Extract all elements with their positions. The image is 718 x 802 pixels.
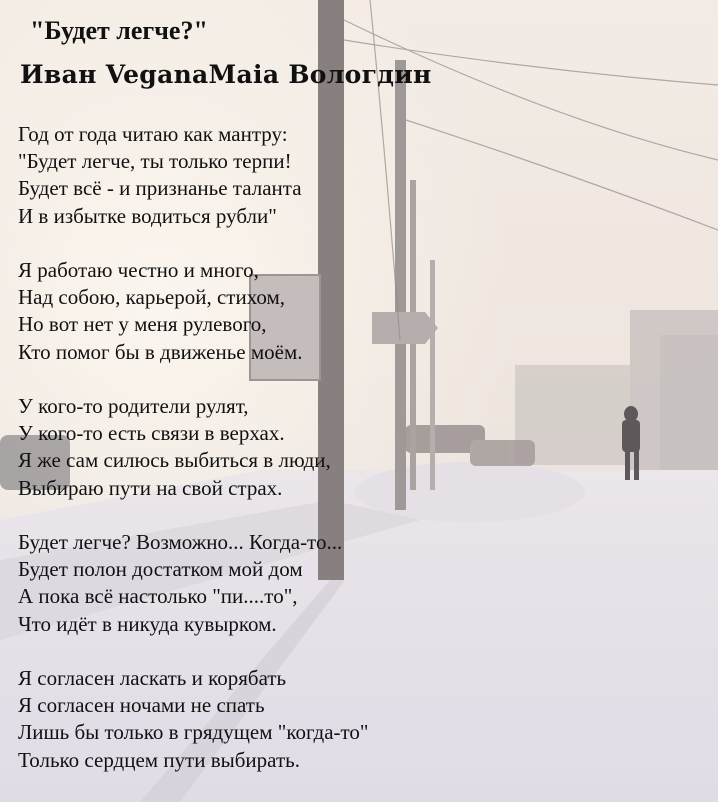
poem-line: У кого-то есть связи в верхах. [18, 421, 285, 446]
poem-body [18, 121, 369, 801]
poem-line: Я согласен ласкать и корябать [18, 666, 287, 690]
stanza-1 [18, 121, 369, 230]
poem-line: У кого-то родители рулят, [18, 394, 249, 418]
poem-line: Будет полон достатком мой дом [18, 557, 303, 582]
stanza-3 [18, 393, 369, 502]
stanza-4 [18, 529, 369, 638]
poem-line: Только сердцем пути выбирать. [18, 747, 300, 772]
stanza-5 [18, 665, 369, 774]
poem-line: Кто помог бы в движенье моём. [18, 339, 303, 364]
poem-line: А пока всё настолько "пи....то", [18, 584, 298, 609]
poem-line: Над собою, карьерой, стихом, [18, 285, 286, 310]
poem-line: Год от года читаю как мантру: [18, 122, 288, 146]
poem-line: Но вот нет у меня рулевого, [18, 312, 267, 337]
poem-line: "Будет легче, ты только терпи! [18, 149, 292, 174]
poem-line: Будет легче? Возможно... Когда-то... [18, 530, 343, 554]
poem-line: Выбираю пути на свой страх. [18, 475, 283, 500]
poem-line: И в избытке водиться рубли" [18, 203, 277, 228]
poem-title: "Будет легче?" [30, 16, 208, 45]
poem-line: Я же сам силюсь выбиться в люди, [18, 448, 331, 473]
poem-line: Будет всё - и признанье таланта [18, 176, 302, 201]
stanza-2 [18, 257, 369, 366]
poem-line: Я согласен ночами не спать [18, 693, 265, 718]
poem-author: Иван VeganaMaia Вологдин [20, 60, 432, 89]
poem-line: Лишь бы только в грядущем "когда-то" [18, 720, 369, 745]
poem-line: Что идёт в никуда кувырком. [18, 611, 277, 636]
poem-line: Я работаю честно и много, [18, 258, 259, 282]
